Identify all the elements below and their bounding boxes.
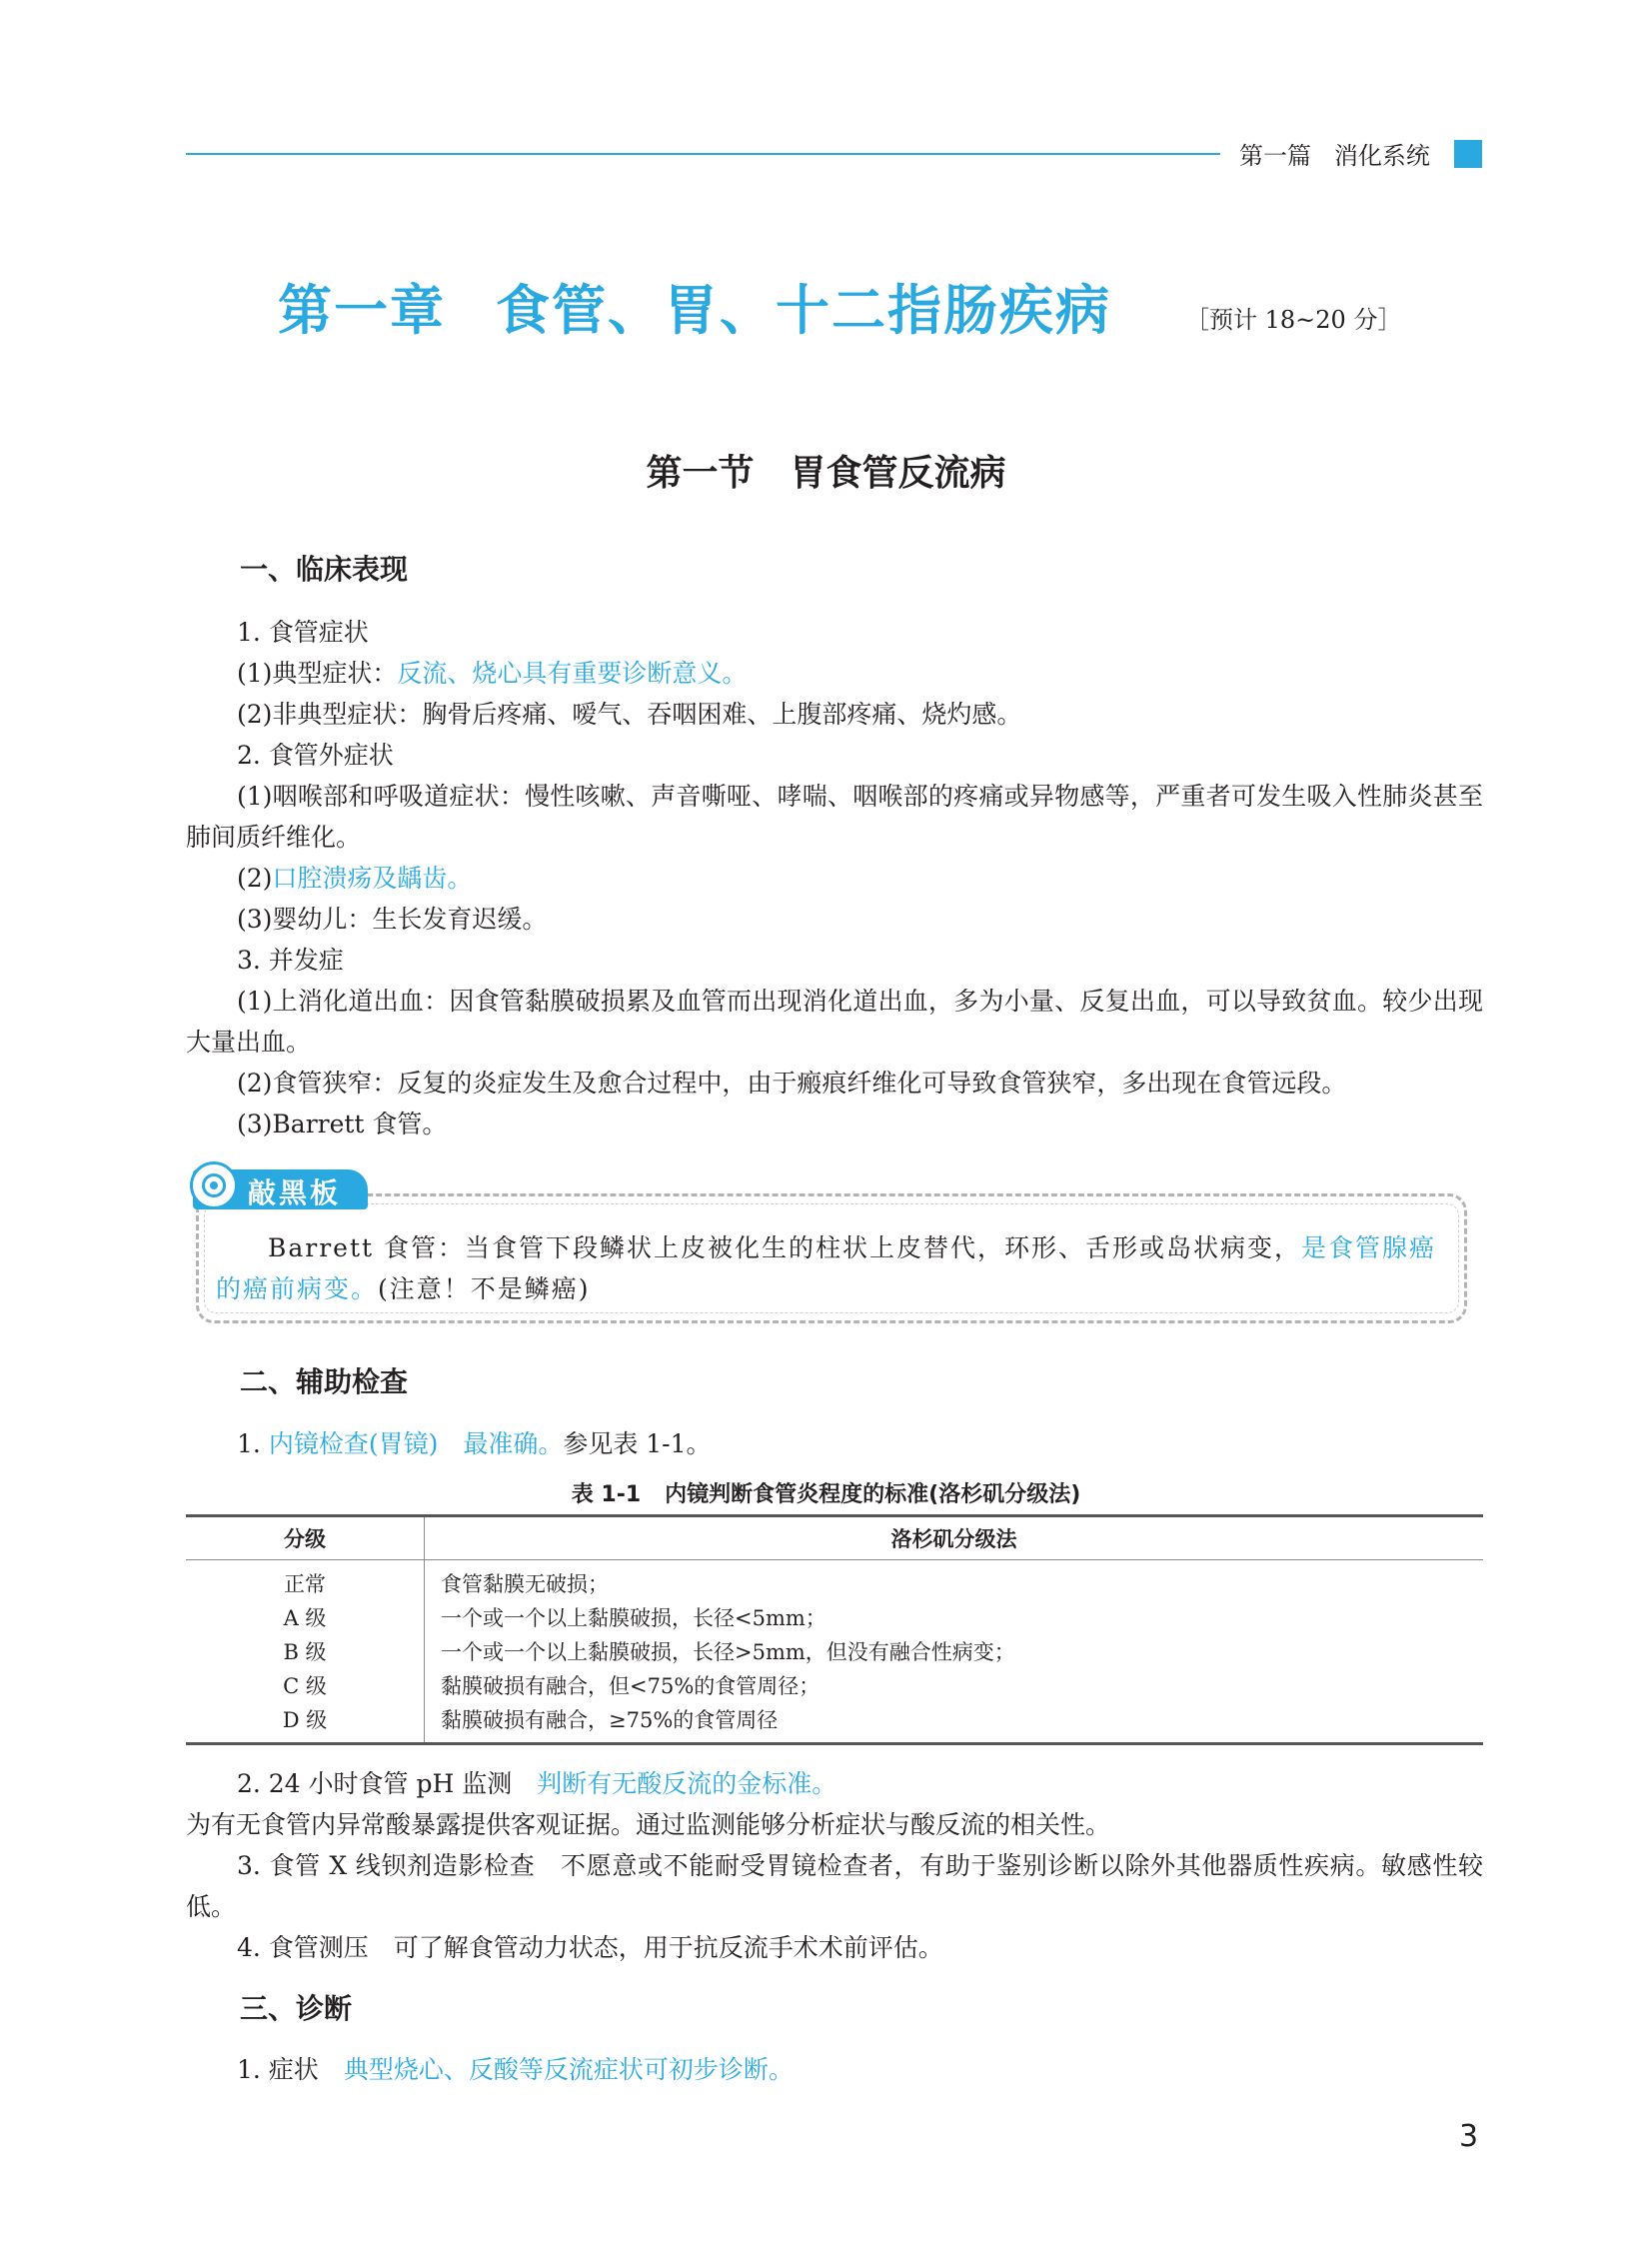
aux-item-1: 1. 内镜检查(胃镜) 最准确。参见表 1-1。 [237, 1429, 712, 1458]
col-header-grade: 分级 [186, 1516, 425, 1560]
callout-label: 敲黑板 [248, 1176, 342, 1209]
table-caption [0, 1477, 1652, 1508]
header-part: 第一篇 [1239, 142, 1311, 170]
header-rule [186, 153, 1220, 155]
highlight-text: 典型烧心、反酸等反流症状可初步诊断。 [343, 2055, 794, 2084]
highlight-text: 内镜检查(胃镜) 最准确。 [268, 1429, 564, 1458]
highlight-text: 是食管腺癌的癌前病变。 [216, 1233, 1437, 1303]
clinical-line-10: (2)食管狭窄：反复的炎症发生及愈合过程中，由于瘢痕纤维化可导致食管狭窄，多出现在食管远段。 [237, 1069, 1347, 1098]
aux-item-2-detail: 为有无食管内异常酸暴露提供客观证据。通过监测能够分析症状与酸反流的相关性。 [186, 1810, 1111, 1839]
clinical-line-9: (1)上消化道出血：因食管黏膜破损累及血管而出现消化道出血，多为小量、反复出血，可以导致贫血。较少出现大量出血。 [186, 987, 1483, 1057]
table-row: 正常 食管黏膜无破损； [186, 1560, 1483, 1601]
table-header-row [186, 1516, 1483, 1560]
clinical-line-2: (1)典型症状：反流、烧心具有重要诊断意义。 [237, 659, 748, 688]
highlight-text: 判断有无酸反流的金标准。 [537, 1769, 837, 1798]
aux-item-2: 2. 24 小时食管 pH 监测 判断有无酸反流的金标准。 [237, 1769, 837, 1798]
section-title [0, 445, 1652, 496]
target-icon [190, 1161, 238, 1209]
highlight-text: 口腔溃疡及龋齿。 [272, 864, 473, 893]
heading-diagnosis: 三、诊断 [240, 1992, 353, 2025]
clinical-line-8: 3. 并发症 [237, 946, 344, 975]
aux-item-4: 4. 食管测压 可了解食管动力状态，用于抗反流手术术前评估。 [237, 1933, 943, 1962]
clinical-line-1: 1. 食管症状 [237, 618, 369, 647]
callout-text: Barrett 食管：当食管下段鳞状上皮被化生的柱状上皮替代，环形、舌形或岛状病变，是食管腺癌的癌前病变。(注意！不是鳞癌) [216, 1233, 1437, 1303]
clinical-line-4: 2. 食管外症状 [237, 741, 394, 770]
heading-clinical: 一、临床表现 [240, 553, 409, 586]
aux-item-3: 3. 食管 X 线钡剂造影检查 不愿意或不能耐受胃镜检查者，有助于鉴别诊断以除外其他器质性疾病。敏感性较低。 [186, 1851, 1483, 1921]
clinical-line-6: (2)口腔溃疡及龋齿。 [237, 864, 473, 893]
highlight-text: 反流、烧心具有重要诊断意义。 [397, 659, 748, 688]
clinical-line-7: (3)婴幼儿：生长发育迟缓。 [237, 905, 548, 934]
clinical-line-5: (1)咽喉部和呼吸道症状：慢性咳嗽、声音嘶哑、哮喘、咽喉部的疼痛或异物感等，严重者可发生吸入性肺炎甚至肺间质纤维化。 [186, 782, 1483, 852]
chapter-title [278, 268, 1111, 345]
section-name: 胃食管反流病 [790, 453, 1006, 494]
table-row: A 级 一个或一个以上黏膜破损，长径<5mm； [186, 1600, 1483, 1634]
table-title: 内镜判断食管炎程度的标准(洛杉矶分级法) [665, 1482, 1081, 1507]
clinical-line-3: (2)非典型症状：胸骨后疼痛、嗳气、吞咽困难、上腹部疼痛、烧灼感。 [237, 700, 1022, 729]
table-row: D 级 黏膜破损有融合，≥75%的食管周径 [186, 1702, 1483, 1744]
diagnosis-item-1: 1. 症状 典型烧心、反酸等反流症状可初步诊断。 [237, 2055, 794, 2084]
table-row: B 级 一个或一个以上黏膜破损，长径>5mm，但没有融合性病变； [186, 1634, 1483, 1668]
header-system: 消化系统 [1333, 142, 1430, 170]
chapter-score-note: ［预计 18~20 分］ [1185, 306, 1402, 334]
heading-aux: 二、辅助检查 [240, 1365, 409, 1398]
page-number: 3 [1459, 2119, 1479, 2154]
table-number: 表 1-1 [571, 1482, 642, 1507]
la-grade-table [186, 1514, 1483, 1745]
running-header [1239, 136, 1430, 171]
section-number: 第一节 [646, 453, 755, 494]
header-square-marker [1454, 140, 1482, 168]
chapter-name: 食管、胃、十二指肠疾病 [496, 279, 1111, 342]
col-header-criteria: 洛杉矶分级法 [425, 1516, 1484, 1560]
clinical-line-11: (3)Barrett 食管。 [237, 1110, 448, 1138]
table-row: C 级 黏膜破损有融合，但<75%的食管周径； [186, 1668, 1483, 1702]
chapter-number: 第一章 [278, 279, 446, 342]
